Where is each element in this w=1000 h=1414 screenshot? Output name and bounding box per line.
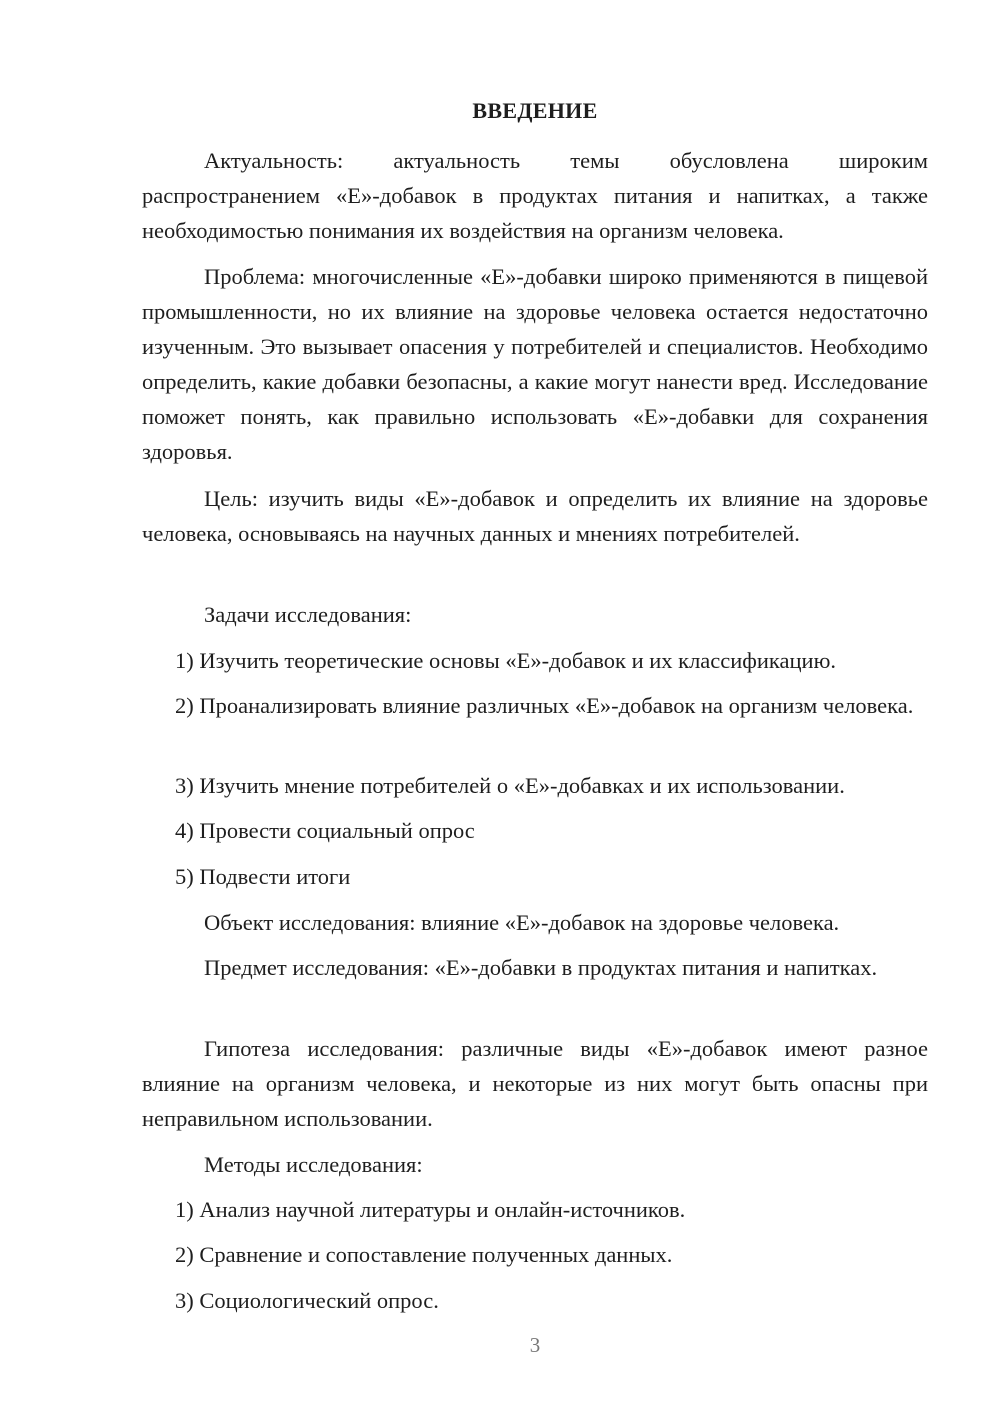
problem-paragraph: Проблема: многочисленные «Е»-добавки широко применяются в пищевой промышленности, но их влияние на здоровье человека остается недостаточно изученным. Это вызывает опасения у потребителей и специалистов. Необходимо определить, какие добавки безопасны, а какие могут нанести вред. Исследование поможет понять, как правильно использовать «Е»-добавки для сохранения здоровья.	[142, 264, 928, 464]
relevance-paragraph: Актуальность: актуальность темы обусловлена широким распространением «Е»-добавок в продуктах питания и напитках, а также необходимостью понимания их воздействия на организм человека.	[142, 148, 928, 243]
goal-paragraph: Цель: изучить виды «Е»-добавок и определить их влияние на здоровье человека, основываясь на научных данных и мнениях потребителей.	[142, 486, 928, 546]
document-page	[142, 0, 928, 1414]
tasks-heading: Задачи исследования:	[204, 602, 412, 627]
method-item: 2) Сравнение и сопоставление полученных данных.	[175, 1242, 673, 1267]
task-item: 1) Изучить теоретические основы «Е»-добавок и их классификацию.	[175, 648, 837, 673]
page-title: ВВЕДЕНИЕ	[472, 98, 598, 123]
page-number: 3	[529, 1333, 541, 1357]
task-item: 3) Изучить мнение потребителей о «Е»-добавках и их использовании.	[175, 773, 845, 798]
task-item: 5) Подвести итоги	[175, 864, 351, 889]
hypothesis-paragraph: Гипотеза исследования: различные виды «Е»-добавок имеют разное влияние на организм человека, и некоторые из них могут быть опасны при неправильном использовании.	[142, 1036, 928, 1131]
method-item: 1) Анализ научной литературы и онлайн-источников.	[175, 1197, 686, 1222]
method-item: 3) Социологический опрос.	[175, 1288, 439, 1313]
subject-paragraph: Предмет исследования: «Е»-добавки в продуктах питания и напитках.	[204, 955, 878, 980]
task-item: 2) Проанализировать влияние различных «Е»-добавок на организм человека.	[175, 693, 914, 718]
task-item: 4) Провести социальный опрос	[175, 818, 475, 843]
methods-heading: Методы исследования:	[204, 1152, 423, 1177]
object-paragraph: Объект исследования: влияние «Е»-добавок на здоровье человека.	[204, 910, 840, 935]
